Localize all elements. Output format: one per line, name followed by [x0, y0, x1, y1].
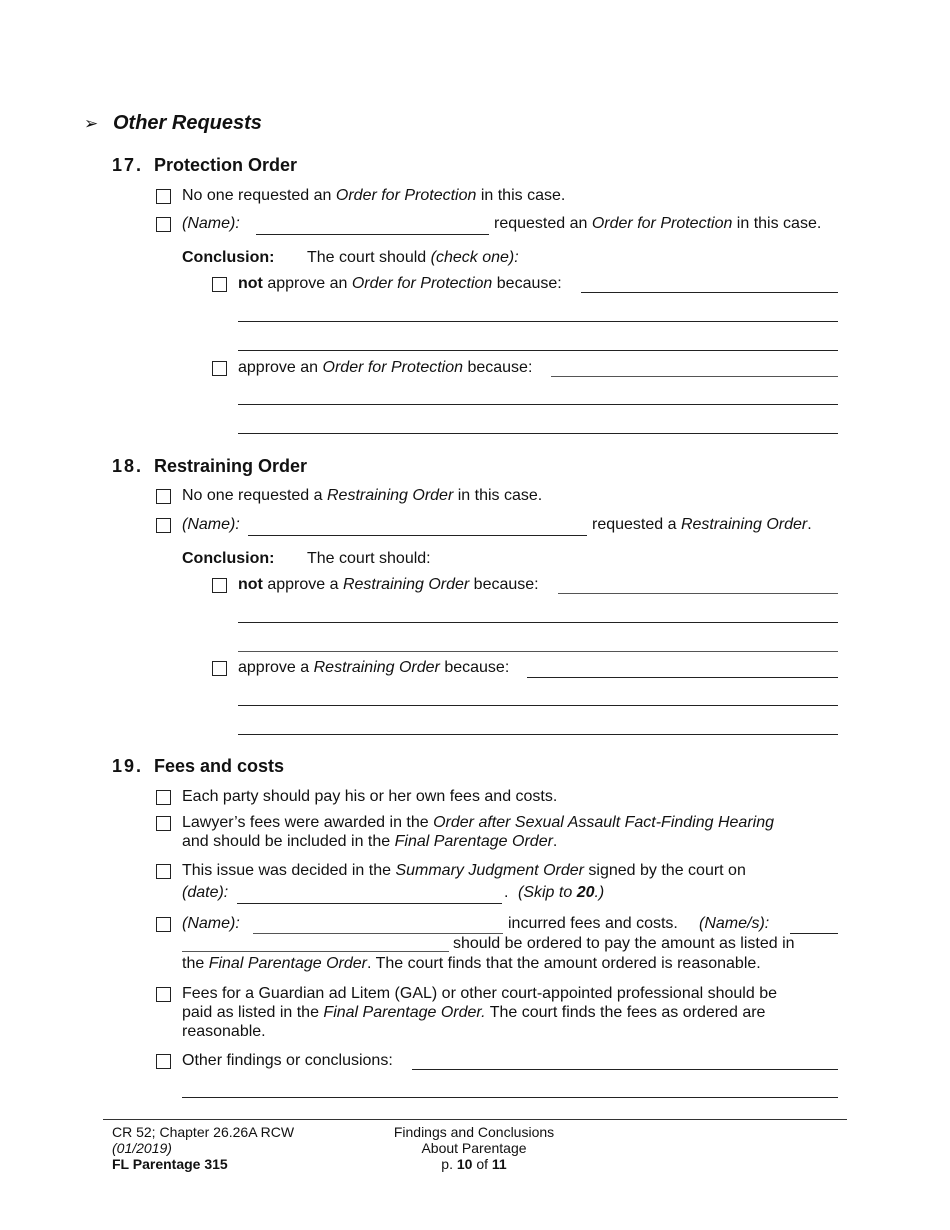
- other-findings-label: Other findings or conclusions:: [182, 1052, 393, 1069]
- name-field-line[interactable]: [256, 234, 489, 235]
- approve-reason-line[interactable]: [238, 433, 838, 434]
- date-label: (date):: [182, 884, 229, 901]
- approve-reason-line[interactable]: [238, 734, 838, 735]
- checkbox-named-restraining-request[interactable]: [156, 518, 171, 533]
- footer-form-subtitle: About Parentage: [421, 1140, 527, 1156]
- approve-reason-line[interactable]: [238, 404, 838, 405]
- protection-request-label: requested an Order for Protection in this case.: [494, 215, 822, 232]
- not-approve-reason-line[interactable]: [581, 292, 838, 293]
- lawyer-fees-label: Lawyer’s fees were awarded in the Order after Sexual Assault Fact-Finding Hearing: [182, 814, 774, 831]
- lawyer-fees-label-line2: and should be included in the Final Parentage Order.: [182, 833, 558, 850]
- approve-reason-line[interactable]: [551, 376, 838, 377]
- names-field-line[interactable]: [182, 951, 449, 952]
- amount-reasonable-label: the Final Parentage Order. The court finds that the amount ordered is reasonable.: [182, 955, 761, 972]
- no-restraining-request-label: No one requested a Restraining Order in this case.: [182, 487, 543, 504]
- fees-incurred-label: incurred fees and costs.: [508, 915, 678, 932]
- date-field-line[interactable]: [237, 903, 502, 904]
- section-19-title: Fees and costs: [154, 756, 285, 776]
- footer-form-title: Findings and Conclusions: [393, 1124, 555, 1140]
- skip-instruction: (Skip to 20.): [518, 884, 605, 901]
- gal-fees-label: Fees for a Guardian ad Litem (GAL) or other court-appointed professional should be: [182, 985, 777, 1002]
- conclusion-label: Conclusion:: [182, 249, 275, 266]
- name-label: (Name):: [182, 516, 240, 533]
- checkbox-named-protection-request[interactable]: [156, 217, 171, 232]
- name-label: (Name):: [182, 215, 240, 232]
- approve-reason-line[interactable]: [527, 677, 838, 678]
- each-party-pays-label: Each party should pay his or her own fees and costs.: [182, 788, 558, 805]
- footer-page-number: p. 10 of 11: [441, 1156, 507, 1172]
- not-approve-reason-line[interactable]: [238, 321, 838, 322]
- summary-judgment-label: This issue was decided in the Summary Judgment Order signed by the court on: [182, 862, 746, 879]
- footer-divider: [103, 1119, 847, 1120]
- section-bullet-icon: ➢: [84, 114, 99, 133]
- ordered-to-pay-label: should be ordered to pay the amount as listed in: [453, 935, 795, 952]
- footer-form-date: (01/2019): [112, 1140, 172, 1156]
- not-approve-reason-line[interactable]: [238, 622, 838, 623]
- approve-protection-label: approve an Order for Protection because:: [238, 359, 533, 376]
- names-field-line[interactable]: [790, 933, 838, 934]
- name-field-line[interactable]: [248, 535, 587, 536]
- names-label: (Name/s):: [699, 915, 770, 932]
- checkbox-approve-restraining[interactable]: [212, 661, 227, 676]
- section-17-title: Protection Order: [154, 155, 298, 175]
- checkbox-no-restraining-request[interactable]: [156, 489, 171, 504]
- checkbox-lawyer-fees-awarded[interactable]: [156, 816, 171, 831]
- footer-form-id: FL Parentage 315: [112, 1156, 228, 1172]
- section-18-number: 18.: [112, 456, 144, 476]
- other-findings-line[interactable]: [182, 1097, 838, 1098]
- name-label: (Name):: [182, 915, 240, 932]
- no-protection-request-label: No one requested an Order for Protection in this case.: [182, 187, 566, 204]
- not-approve-reason-line[interactable]: [238, 651, 838, 652]
- checkbox-not-approve-restraining[interactable]: [212, 578, 227, 593]
- checkbox-gal-fees[interactable]: [156, 987, 171, 1002]
- approve-restraining-label: approve a Restraining Order because:: [238, 659, 510, 676]
- conclusion-text: The court should:: [307, 550, 431, 567]
- checkbox-not-approve-protection[interactable]: [212, 277, 227, 292]
- not-approve-reason-line[interactable]: [238, 350, 838, 351]
- checkbox-no-protection-request[interactable]: [156, 189, 171, 204]
- checkbox-each-party-pays[interactable]: [156, 790, 171, 805]
- not-approve-protection-label: not approve an Order for Protection because:: [238, 275, 562, 292]
- not-approve-reason-line[interactable]: [558, 593, 838, 594]
- other-findings-line[interactable]: [412, 1069, 838, 1070]
- gal-fees-label-line3: reasonable.: [182, 1023, 266, 1040]
- not-approve-restraining-label: not approve a Restraining Order because:: [238, 576, 539, 593]
- checkbox-summary-judgment[interactable]: [156, 864, 171, 879]
- checkbox-other-findings[interactable]: [156, 1054, 171, 1069]
- section-17-number: 17.: [112, 155, 144, 175]
- checkbox-named-fees-incurred[interactable]: [156, 917, 171, 932]
- section-18-title: Restraining Order: [154, 456, 308, 476]
- date-period: .: [504, 884, 509, 901]
- restraining-request-label: requested a Restraining Order.: [592, 516, 812, 533]
- conclusion-text: The court should (check one):: [307, 249, 519, 266]
- name-field-line[interactable]: [253, 933, 503, 934]
- footer-statute: CR 52; Chapter 26.26A RCW: [112, 1124, 295, 1140]
- approve-reason-line[interactable]: [238, 705, 838, 706]
- checkbox-approve-protection[interactable]: [212, 361, 227, 376]
- conclusion-label: Conclusion:: [182, 550, 275, 567]
- page-title: Other Requests: [113, 112, 262, 134]
- section-19-number: 19.: [112, 756, 144, 776]
- gal-fees-label-line2: paid as listed in the Final Parentage Order. The court finds the fees as ordered are: [182, 1004, 766, 1021]
